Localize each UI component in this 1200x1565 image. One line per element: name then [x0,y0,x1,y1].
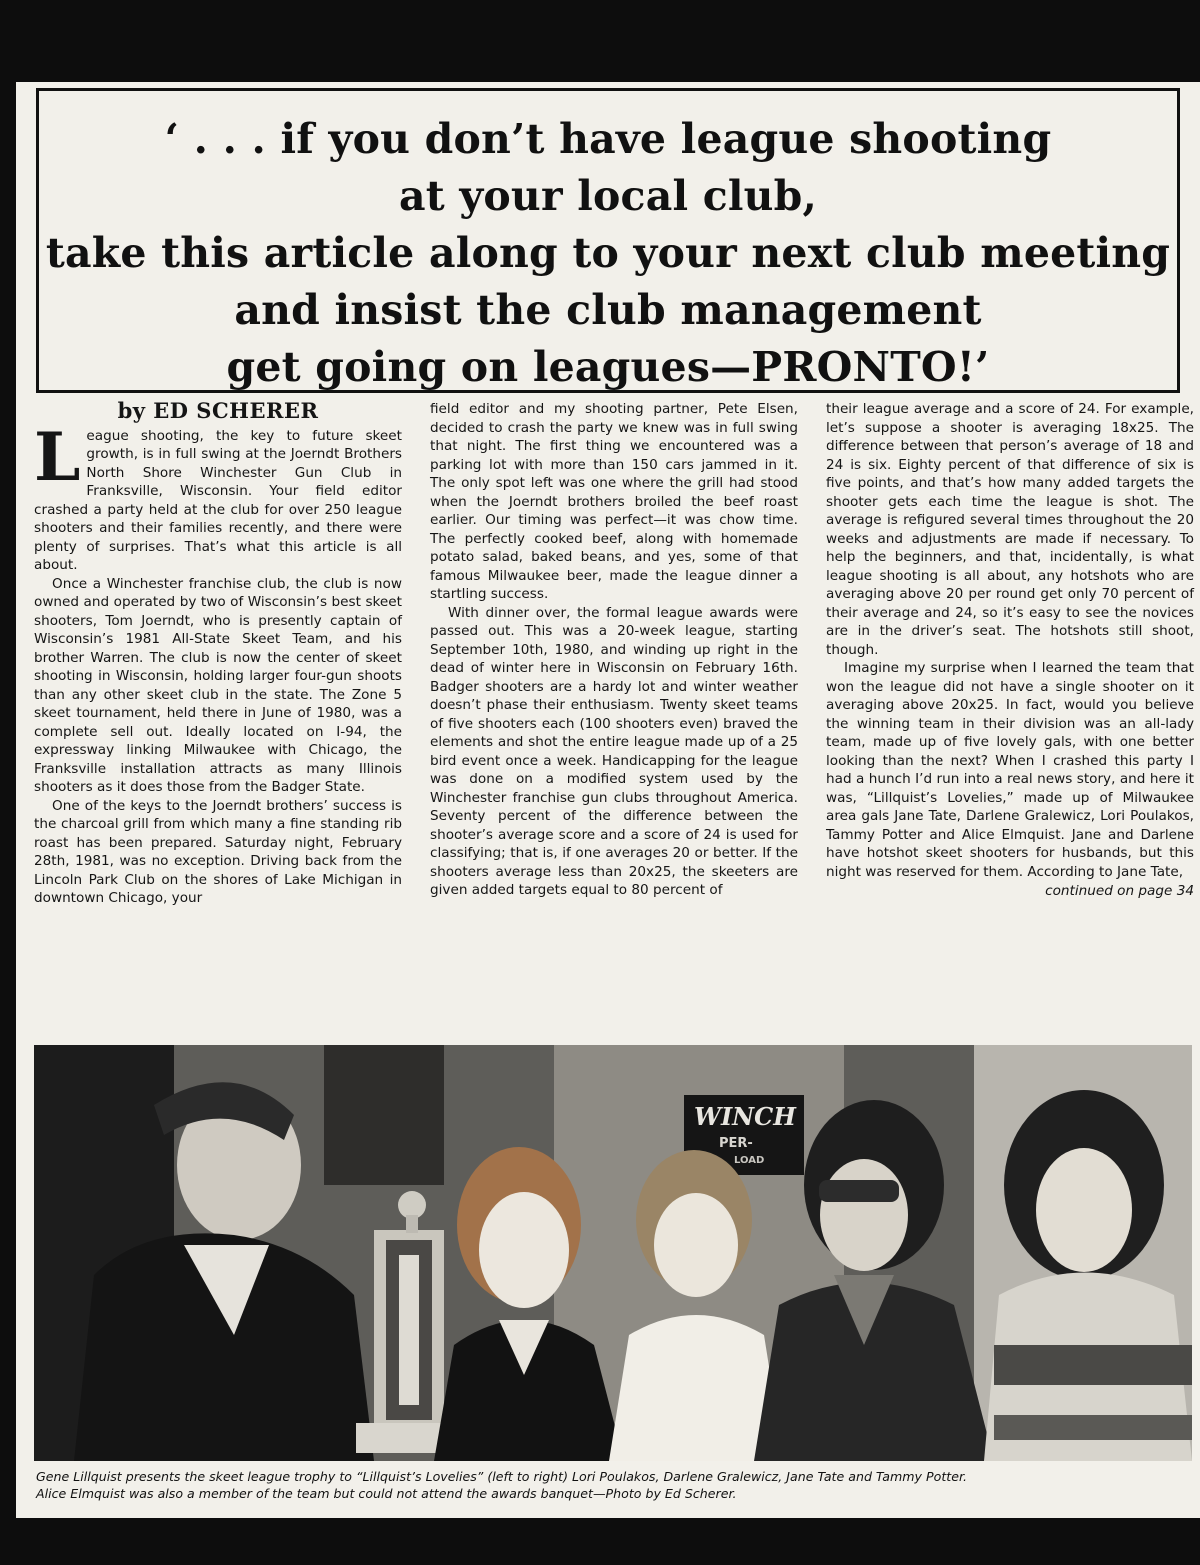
headline-line: get going on leagues—PRONTO!’ [226,343,990,391]
article-column-2 [430,400,798,1040]
byline: by ED SCHERER [117,398,319,423]
article-paragraph: their league average and a score of 24. For example, let’s suppose a shooter is averaging 18x25. The difference between that person’s average of 18 and 24 is six. Eighty percent of that difference of six is five points, and that’s how many added targets the shooter gets each time the league is shot. The average is refigured several times throughout the 20 weeks and adjustments are made if necessary. To help the beginners, and that, incidentally, is what league shooting is all about, any hotshots who are averaging above 20 per round get only 70 percent of their average and 24, so it’s easy to see the novices are in the driver’s seat. The hotshots still shoot, though. [826,401,1194,658]
article-column-1 [34,400,402,1040]
article-paragraph: With dinner over, the formal league awards were passed out. This was a 20-week league, starting September 10th, 1980, and winding up right in the dead of winter here in Wisconsin on February 16th. Badger shooters are a hardy lot and winter weather doesn’t phase their enthusiasm. Twenty skeet teams of five shooters each (100 shooters even) braved the elements and shot the entire league made up of a 25 bird event once a week. Handicapping for the league was done on a modified system used by the Winchester franchise gun clubs throughout America. Seventy percent of the difference between the shooter’s average score and a score of 24 is used for classifying; that is, if one averages 20 or better. If the shooters average less than 20x25, the skeeters are given added targets equal to 80 percent of [430,604,798,898]
article-column-3 [826,400,1194,1040]
continued-note: continued on page 34 [1045,883,1194,899]
magazine-page [16,82,1200,1518]
trophy-photo [34,1045,1192,1461]
headline-line: at your local club, [398,172,818,220]
svg-text:WINCH: WINCH [694,1102,796,1131]
caption-line: Gene Lillquist presents the skeet league trophy to “Lillquist’s Lovelies” (left to right) Lori Poulakos, Darlene Gralewicz, Jane Tate and Tammy Potter. [36,1469,967,1484]
article-paragraph: One of the keys to the Joerndt brothers’ success is the charcoal grill from which many a fine standing rib roast has been prepared. Saturday night, February 28th, 1981, was no exception. Driving back from the Lincoln Park Club on the shores of Lake Michigan in downtown Chicago, your [34,797,402,906]
headline [39,111,1177,396]
svg-text:LOAD: LOAD [734,1155,765,1166]
headline-line: ‘ . . . if you don’t have league shooting [164,115,1052,163]
headline-line: and insist the club management [234,286,982,334]
article-columns [34,400,1194,1040]
headline-line: take this article along to your next club meeting [45,229,1171,277]
photo-caption [36,1468,1194,1502]
headline-box [36,88,1180,393]
svg-text:PER-: PER- [719,1136,753,1151]
article-paragraph: Imagine my surprise when I learned the team that won the league did not have a single shooter on it averaging above 20x25. In fact, would you believe the winning team in their division was an all-lady team, made up of five lovely gals, with one better looking than the next? When I crashed this party I had a hunch I’d run into a real news story, and here it was, “Lillquist’s Lovelies,” made up of Milwaukee area gals Jane Tate, Darlene Gralewicz, Lori Poulakos, Tammy Potter and Alice Elmquist. Jane and Darlene have hotshot skeet shooters for husbands, but this night was reserved for them. According to Jane Tate, [826,660,1194,880]
article-paragraph: field editor and my shooting partner, Pete Elsen, decided to crash the party we knew was in full swing that night. The first thing we encountered was a parking lot with more than 150 cars jammed in it. The only spot left was one where the grill had stood when the Joerndt brothers broiled the beef roast earlier. Our timing was perfect—it was chow time. The perfectly cooked beef, along with homemade potato salad, baked beans, and yes, some of that famous Milwaukee beer, made the league dinner a startling success. [430,401,798,602]
article-paragraph: Once a Winchester franchise club, the club is now owned and operated by two of Wisconsin’s best skeet shooters, Tom Joerndt, who is presently captain of Wisconsin’s 1981 All-State Skeet Team, and his brother Warren. The club is now the center of skeet shooting in Wisconsin, holding larger four-gun shoots than any other skeet club in the state. The Zone 5 skeet tournament, held there in June of 1980, was a complete sell out. Ideally located on I-94, the expressway linking Milwaukee with Chicago, the Franksville installation attracts as many Illinois shooters as it does those from the Badger State. [34,575,402,795]
caption-line: Alice Elmquist was also a member of the team but could not attend the awards banquet—Photo by Ed Scherer. [36,1486,737,1501]
article-paragraph: League shooting, the key to future skeet growth, is in full swing at the Joerndt Brothers North Shore Winchester Gun Club in Franksville, Wisconsin. Your field editor crashed a party held at the club for over 250 league shooters and their families recently, and there were plenty of surprises. That’s what this article is all about. [34,417,402,573]
photo-illustration [34,1045,1192,1461]
drop-cap: L [34,417,81,496]
